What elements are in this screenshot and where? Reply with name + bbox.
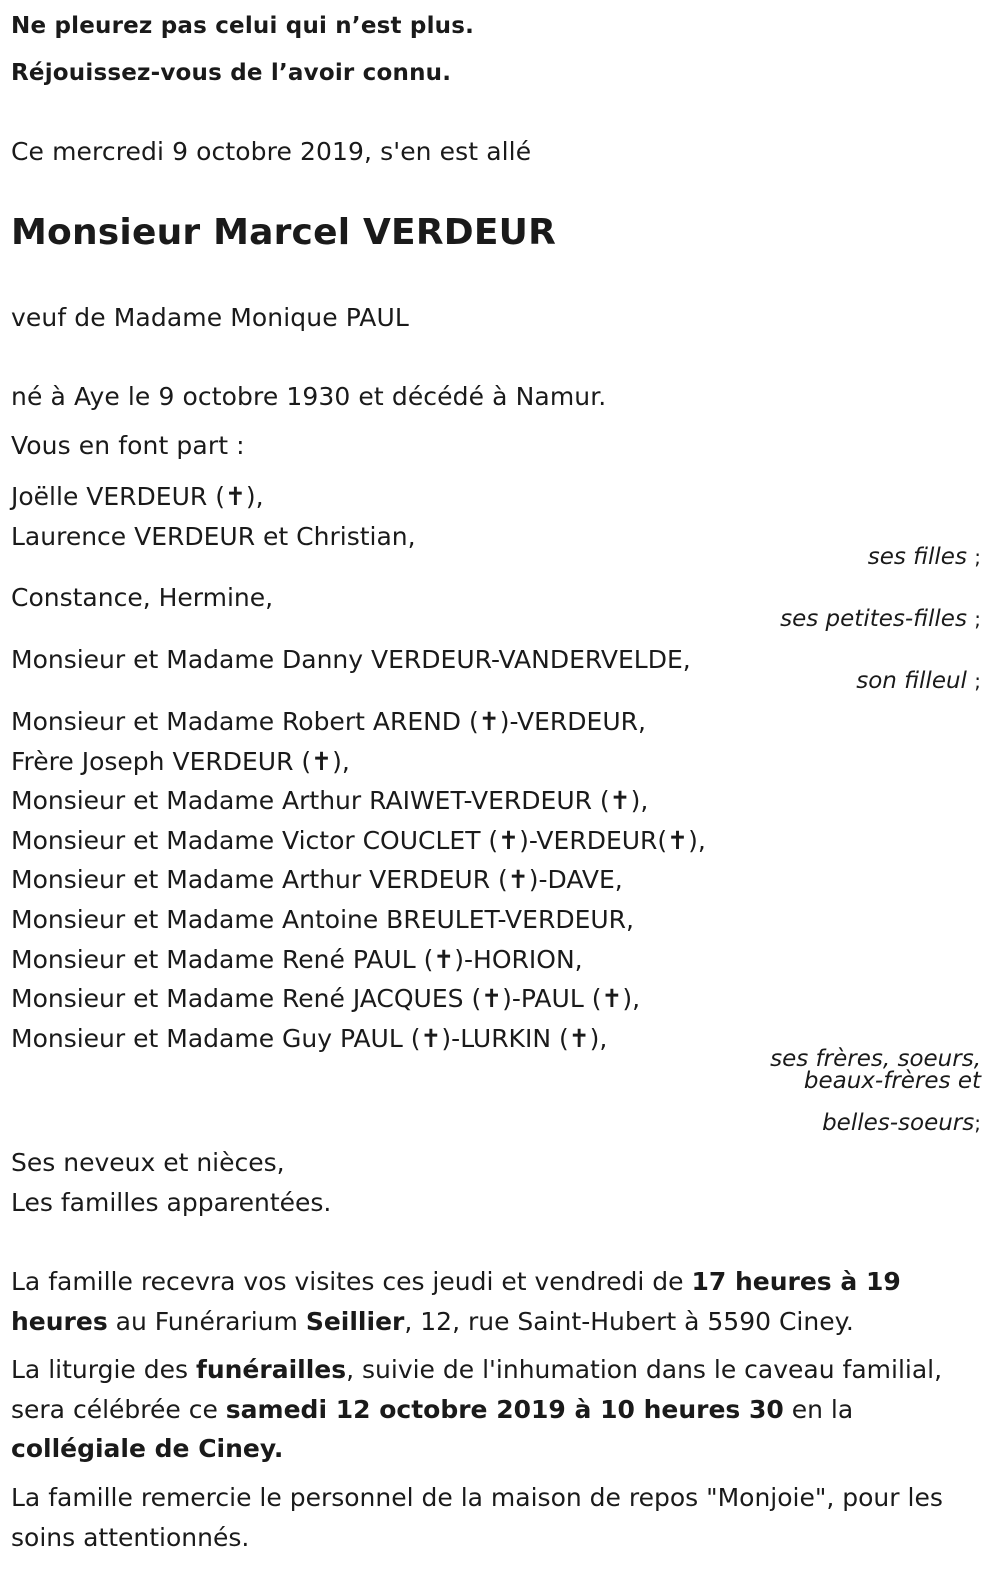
spouse-text: veuf de Madame Monique PAUL	[11, 303, 409, 332]
family-name-line: Monsieur et Madame Arthur VERDEUR (✝)-DAVE,	[11, 865, 623, 895]
role-granddaughters	[780, 606, 981, 632]
family-name-line: Monsieur et Madame Arthur RAIWET-VERDEUR (✝),	[11, 786, 649, 816]
intro-text: Ce mercredi 9 octobre 2019, s'en est allé	[11, 137, 532, 166]
family-name-line: Monsieur et Madame Robert AREND (✝)-VERDEUR,	[11, 707, 646, 736]
family-name-line: Monsieur et Madame Danny VERDEUR-VANDERVELDE,	[11, 645, 691, 674]
visits-paragraph	[11, 1262, 979, 1341]
deceased-name: Monsieur Marcel VERDEUR	[11, 212, 556, 253]
funeral-paragraph	[11, 1350, 979, 1469]
family-name-line: Les familles apparentées.	[11, 1187, 332, 1217]
role-punct: ;	[974, 607, 981, 631]
thanks-paragraph: La famille remercie le personnel de la maison de repos "Monjoie", pour les soins attentionnés.	[11, 1483, 943, 1552]
siblings-names	[11, 702, 706, 1058]
funeral-date: samedi 12 octobre 2019 à 10 heures 30	[225, 1394, 784, 1424]
role-punct: ;	[974, 1111, 981, 1135]
role-label-line: ses frères, soeurs,	[770, 1046, 981, 1072]
announce-text: Vous en font part :	[11, 431, 245, 460]
family-name-line: Monsieur et Madame Victor COUCLET (✝)-VERDEUR(✝),	[11, 825, 706, 855]
role-godson	[856, 668, 981, 694]
funeral-home-name: Seillier	[305, 1306, 405, 1336]
birth-death-text: né à Aye le 9 octobre 1930 et décédé à Namur.	[11, 382, 607, 411]
family-name-line: Ses neveux et nièces,	[11, 1148, 285, 1177]
godson-names	[11, 640, 691, 680]
funeral-location: collégiale de Ciney.	[11, 1434, 284, 1463]
funeral-text: en la	[783, 1394, 854, 1424]
role-label: son filleul	[856, 668, 967, 694]
funeral-keyword: funérailles	[195, 1355, 347, 1384]
family-name-line: Monsieur et Madame Guy PAUL (✝)-LURKIN (✝),	[11, 1023, 608, 1053]
granddaughters-names	[11, 578, 273, 618]
visits-hours: 17 heures à 19 heures	[11, 1267, 901, 1336]
role-siblings	[770, 1048, 981, 1092]
family-name-line: Joëlle VERDEUR (✝),	[11, 482, 264, 511]
family-name-line: Constance, Hermine,	[11, 583, 274, 612]
funeral-text: , suivie de l'inhumation dans le caveau familial, sera célébrée ce	[11, 1355, 943, 1424]
role-punct: ;	[974, 545, 981, 569]
role-daughters	[868, 544, 981, 570]
quote-line-1: Ne pleurez pas celui qui n’est plus.	[11, 13, 475, 39]
family-name-line: Frère Joseph VERDEUR (✝),	[11, 746, 350, 776]
visits-text: au Funérarium	[107, 1306, 306, 1336]
family-name-line: Monsieur et Madame René PAUL (✝)-HORION,	[11, 944, 583, 974]
role-label: ses filles	[867, 544, 967, 570]
role-label: ses petites-filles	[780, 606, 967, 632]
family-name-line: Monsieur et Madame Antoine BREULET-VERDEUR,	[11, 904, 634, 934]
family-name-line: Monsieur et Madame René JACQUES (✝)-PAUL (✝),	[11, 984, 641, 1014]
role-label: belles-soeurs	[822, 1110, 975, 1136]
visits-address: , 12, rue Saint-Hubert à 5590 Ciney.	[404, 1306, 854, 1336]
quote-line-2: Réjouissez-vous de l’avoir connu.	[11, 60, 452, 86]
role-siblings-last	[822, 1110, 981, 1136]
others-names	[11, 1143, 331, 1222]
family-name-line: Laurence VERDEUR et Christian,	[11, 521, 416, 551]
visits-text: La famille recevra vos visites ces jeudi et vendredi de	[11, 1267, 692, 1296]
role-punct: ;	[974, 669, 981, 693]
daughters-names	[11, 477, 416, 556]
role-label-line: beaux-frères et	[803, 1068, 981, 1094]
funeral-text: La liturgie des	[11, 1355, 196, 1384]
